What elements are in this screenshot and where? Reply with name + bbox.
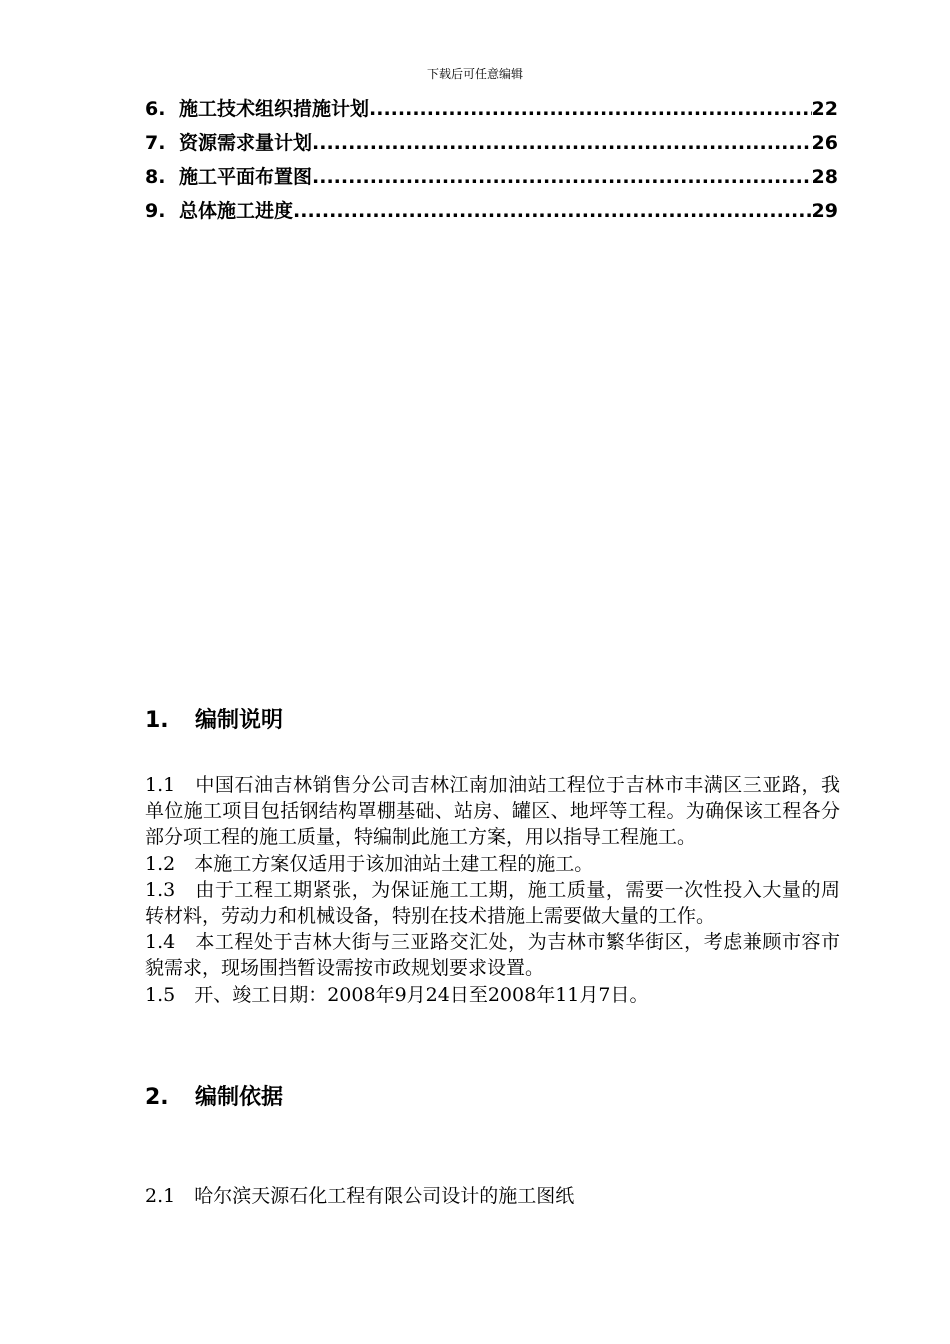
toc-entry[interactable] [145,96,838,130]
paragraph-1-5: 1.5 开、竣工日期：2008年9月24日至2008年11月7日。 [145,983,649,1006]
section-number: 1. [145,708,169,733]
toc-entry[interactable] [145,164,838,198]
toc-entry-title: 总体施工进度 [179,200,294,222]
page-header: 下载后可任意编辑 [426,67,523,81]
toc-dot-leader [312,130,812,156]
section-title: 编制依据 [195,1085,284,1110]
toc-entry-number: 9. [145,200,166,222]
paragraph-1-4: 1.4 本工程处于吉林大街与三亚路交汇处，为吉林市繁华街区，考虑兼顾市容市貌需求，现场围挡暂设需按市政规划要求设置。 [145,931,840,980]
toc-dot-leader [369,96,812,122]
section-1-body [145,772,840,1008]
section-number: 2. [145,1085,169,1110]
paragraph-2-1: 2.1 哈尔滨天源石化工程有限公司设计的施工图纸 [145,1185,575,1207]
toc-entry-number: 7. [145,132,166,154]
paragraph-1-3: 1.3 由于工程工期紧张，为保证施工工期，施工质量，需要一次性投入大量的周转材料，劳动力和机械设备，特别在技术措施上需要做大量的工作。 [145,878,840,928]
toc-entry-page: 26 [811,132,838,154]
toc-dot-leader [293,198,812,224]
toc-entry-title: 施工平面布置图 [179,166,313,188]
toc-entry-title: 资源需求量计划 [179,132,313,154]
toc-entry[interactable] [145,198,838,232]
section-2-heading [145,1083,283,1113]
section-title: 编制说明 [195,708,284,733]
toc-entry-page: 22 [811,98,838,120]
paragraph-1-1: 1.1 中国石油吉林销售分公司吉林江南加油站工程位于吉林市丰满区三亚路，我单位施工项目包括钢结构罩棚基础、站房、罐区、地坪等工程。为确保该工程各分部分项工程的施工质量，特编制此施工方案，用以指导工程施工。 [145,774,840,849]
toc-entry-title: 施工技术组织措施计划 [179,98,370,120]
table-of-contents [145,96,838,232]
toc-entry-number: 8. [145,166,166,188]
toc-entry[interactable] [145,130,838,164]
paragraph-1-2: 1.2 本施工方案仅适用于该加油站土建工程的施工。 [145,852,594,875]
toc-entry-number: 6. [145,98,166,120]
section-1-heading [145,706,283,736]
section-2-body [145,1183,840,1209]
toc-entry-page: 29 [811,200,838,222]
toc-dot-leader [312,164,812,190]
toc-entry-page: 28 [811,166,838,188]
